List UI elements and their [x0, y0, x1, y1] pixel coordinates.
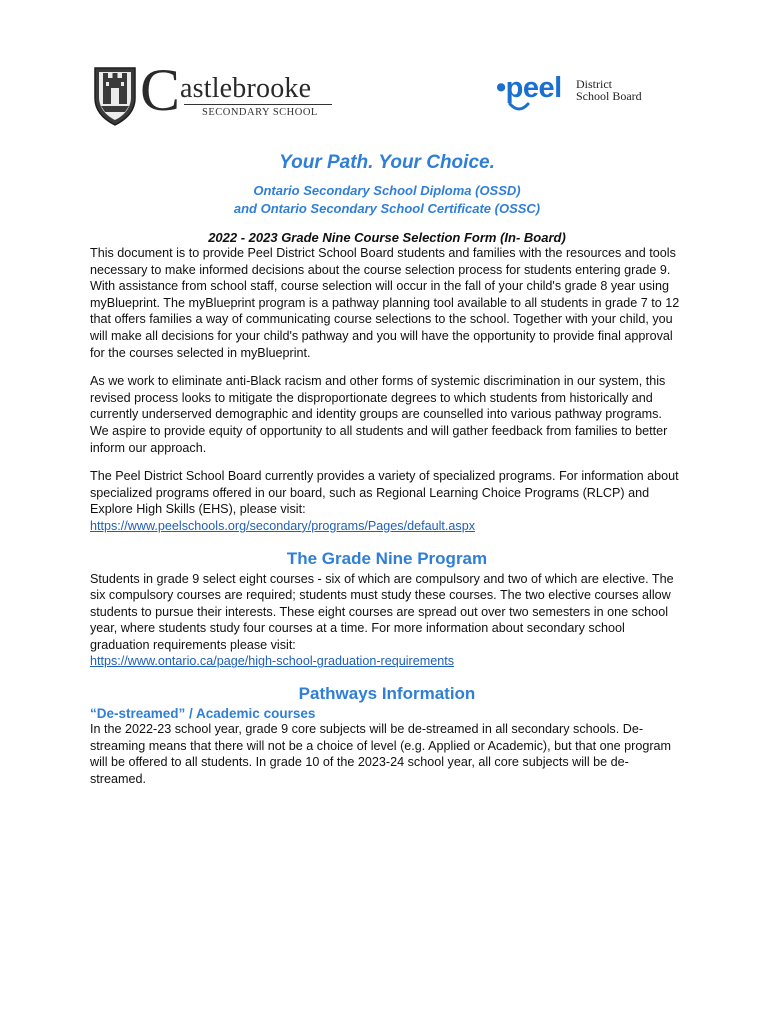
peel-logo — [496, 72, 666, 120]
castle-crest-icon — [92, 64, 138, 126]
peel-district-text — [576, 78, 642, 102]
castlebrooke-initial: C — [140, 57, 181, 123]
peel-district-line2: School Board — [576, 89, 642, 103]
grade-nine-text: Students in grade 9 select eight courses - six of which are compulsory and two of which are elective. The six compulsory courses are required; students must study these courses. The two elective courses allow students to pursue their interests. These eight courses are spread out over two semesters in one school year, where students study four courses at a time. For more information about secondary school graduation requirements please visit: — [90, 571, 674, 652]
castlebrooke-rule — [184, 104, 332, 105]
document-body — [90, 152, 684, 787]
specialized-programs-paragraph — [90, 468, 684, 534]
destreamed-subheading: “De-streamed” / Academic courses — [90, 706, 316, 722]
equity-paragraph: As we work to eliminate anti-Black racism and other forms of systemic discrimination in our system, this revised process looks to mitigate the disproportionate degrees to which students from historically and currently underserved demographic and identity groups are counselled into various pathway programs. We aspire to provide equity of opportunity to all students and will gather feedback from families to better inform our approach. — [90, 374, 668, 455]
page-title: Your Path. Your Choice. — [279, 152, 495, 173]
pathways-heading: Pathways Information — [298, 684, 476, 704]
grade-nine-heading: The Grade Nine Program — [286, 548, 488, 568]
graduation-requirements-link[interactable]: https://www.ontario.ca/page/high-school-graduation-requirements — [90, 654, 455, 669]
form-title: 2022 - 2023 Grade Nine Course Selection Form (In- Board) — [208, 230, 566, 245]
intro-paragraph: This document is to provide Peel District School Board students and families with the resources and tools necessary to make informed decisions about the course selection process for students entering grade 9. With assistance from school staff, course selection will occur in the fall of your child's grade 8 year using myBlueprint. The myBlueprint program is a pathway planning tool available to all students in grade 7 to 12 that offers families a way of communicating course selections to the school. Together with your child, you will make all decisions for your child's pathway and you will have the opportunity to provide final approval for the courses selected in myBlueprint. — [90, 246, 680, 360]
subtitle-ossc: and Ontario Secondary School Certificate (OSSC) — [233, 201, 541, 216]
peel-smile-icon — [508, 102, 530, 114]
castlebrooke-name: astlebrooke — [180, 73, 312, 104]
subtitle-ossd: Ontario Secondary School Diploma (OSSD) — [253, 183, 521, 198]
grade-nine-paragraph — [90, 571, 684, 671]
destreamed-paragraph: In the 2022-23 school year, grade 9 core subjects will be de-streamed in all secondary schools. De-streaming means that there will not be a choice of level (e.g. Applied or Academic), but that one program will be offered to all students. In grade 10 of the 2023-24 school year, all core subjects will be de-streamed. — [90, 722, 672, 786]
peel-district-line1: District — [576, 77, 612, 91]
document-header — [0, 0, 770, 140]
castlebrooke-logo — [92, 57, 352, 128]
castlebrooke-subtitle: SECONDARY SCHOOL — [202, 107, 318, 118]
peelschools-programs-link[interactable]: https://www.peelschools.org/secondary/programs/Pages/default.aspx — [90, 518, 476, 533]
peel-word-text: peel — [505, 72, 562, 104]
peel-wordmark: •peel — [496, 72, 562, 104]
specialized-programs-text: The Peel District School Board currently provides a variety of specialized programs. For information about specialized programs offered in our board, such as Regional Learning Choice Programs (RLCP) and Explore High Skills (EHS), please visit: — [90, 469, 679, 517]
